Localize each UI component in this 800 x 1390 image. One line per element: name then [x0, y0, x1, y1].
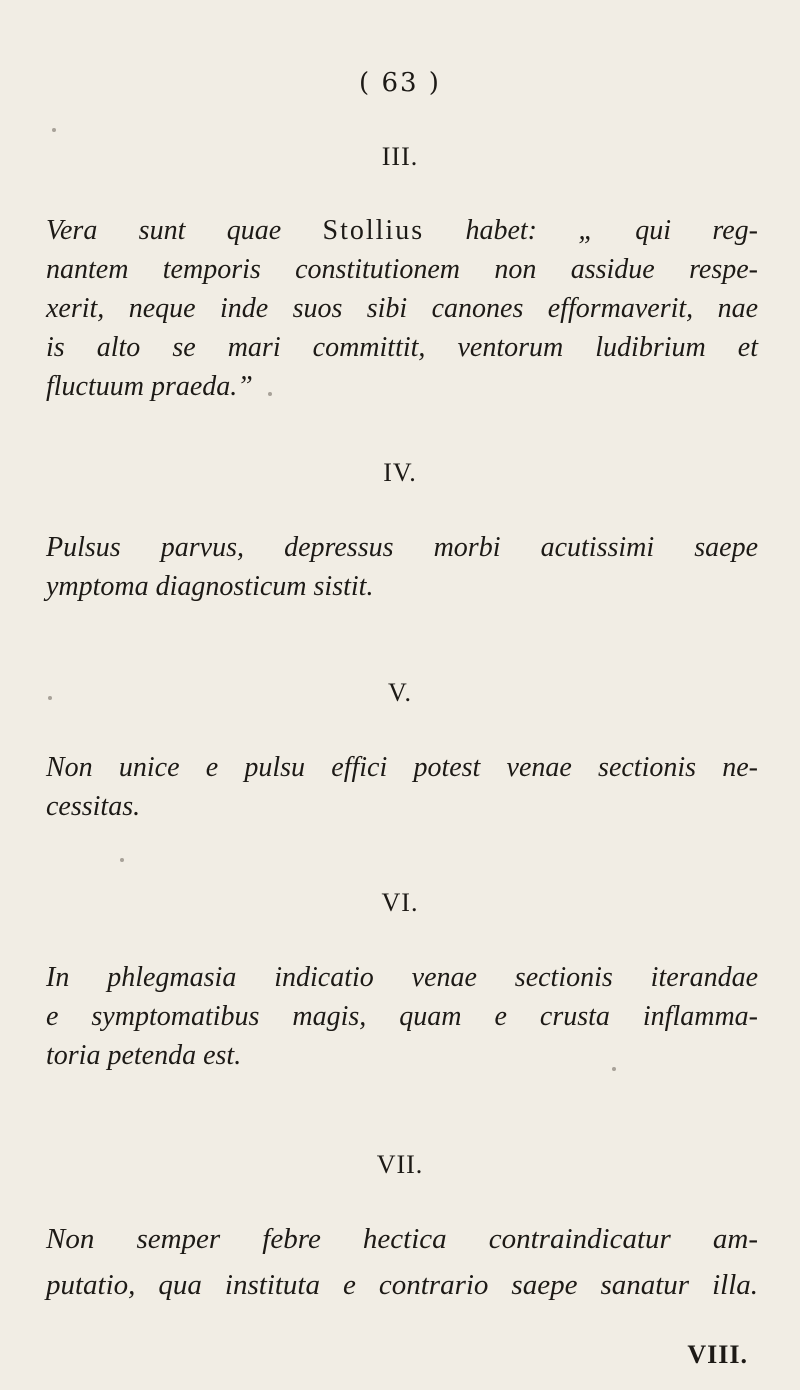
- next-section-catchword: VIII.: [687, 1340, 748, 1369]
- section-heading-iii: III.: [381, 142, 419, 171]
- section-text-iii: [46, 211, 758, 406]
- text-line: Non unice e pulsu effici potest venae sectionis ne-: [46, 752, 758, 783]
- text-line: putatio, qua instituta e contrario saepe sanatur illa.: [46, 1269, 758, 1301]
- paper-speck: [612, 1067, 616, 1071]
- section-text-v: [46, 748, 758, 826]
- paper-speck: [52, 128, 56, 132]
- paper-speck: [268, 392, 272, 396]
- text-line: is alto se mari committit, ventorum ludibrium et: [46, 332, 758, 363]
- text-line: Pulsus parvus, depressus morbi acutissimi saepe: [46, 532, 758, 563]
- text-line: nantem temporis constitutionem non assidue respe-: [46, 254, 758, 285]
- section-heading-v: V.: [388, 678, 412, 707]
- section-heading-iv: IV.: [383, 458, 417, 487]
- text-line: In phlegmasia indicatio venae sectionis iterandae: [46, 962, 758, 993]
- page-number: ( 63 ): [359, 68, 441, 98]
- text-line: cessitas.: [46, 791, 141, 822]
- text-fragment: habet: „ qui reg-: [424, 215, 758, 246]
- paper-speck: [120, 858, 124, 862]
- section-text-iv: [46, 528, 758, 606]
- section-text-vii: [46, 1216, 758, 1308]
- text-line: e symptomatibus magis, quam e crusta inflamma-: [46, 1001, 758, 1032]
- text-line: Non semper febre hectica contraindicatur am-: [46, 1223, 758, 1255]
- section-heading-vi: VI.: [381, 888, 419, 917]
- text-line: xerit, neque inde suos sibi canones efformaverit, nae: [46, 293, 758, 324]
- author-name: Stollius: [322, 215, 425, 246]
- section-text-vi: [46, 958, 758, 1075]
- text-line: toria petenda est.: [46, 1040, 242, 1071]
- text-line: ymptoma diagnosticum sistit.: [46, 571, 374, 602]
- section-heading-vii: VII.: [376, 1150, 424, 1179]
- text-line: fluctuum praeda.”: [46, 371, 253, 402]
- text-fragment: Vera sunt quae: [46, 215, 323, 246]
- text-line: [46, 211, 758, 250]
- paper-speck: [48, 696, 52, 700]
